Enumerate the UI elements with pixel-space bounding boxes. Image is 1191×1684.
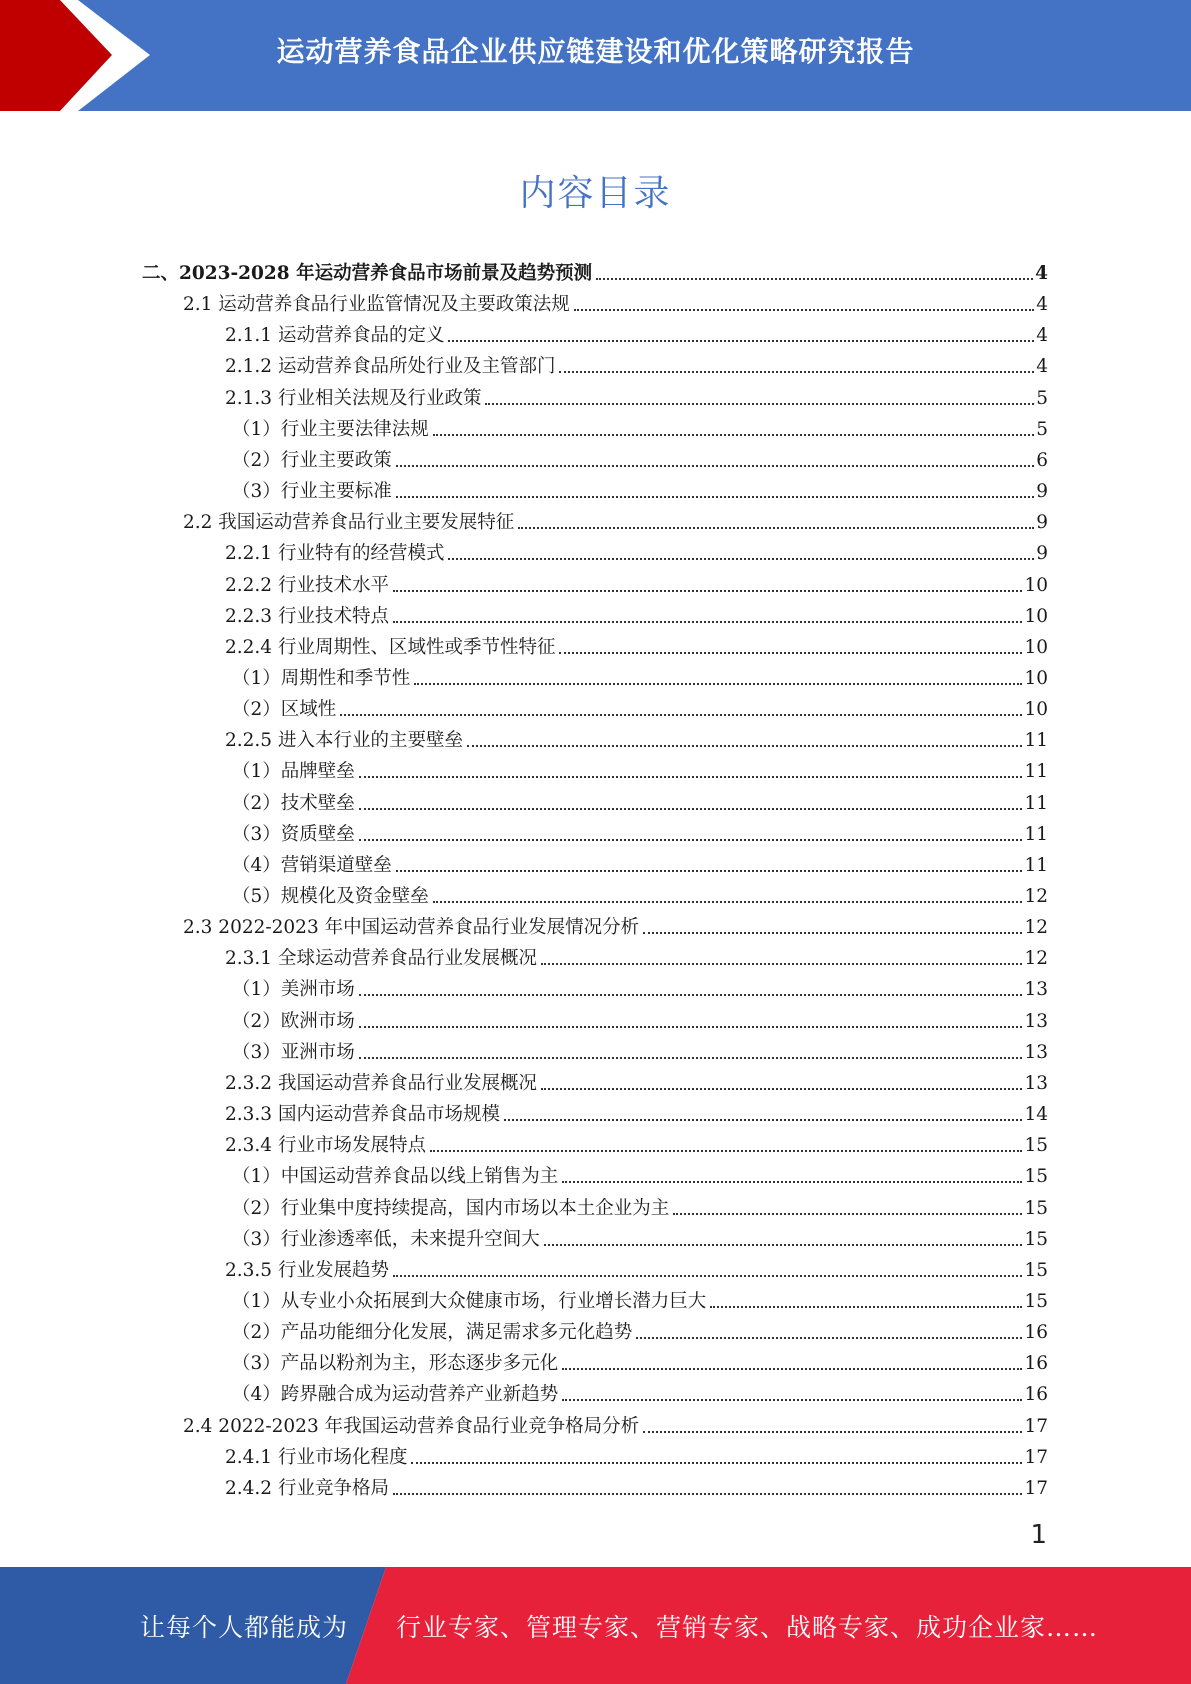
toc-entry[interactable] — [225, 597, 1048, 628]
toc-dot-leader — [393, 1275, 1022, 1277]
toc-dot-leader — [393, 1493, 1022, 1495]
toc-entry-page: 6 — [1036, 449, 1048, 471]
toc-dot-leader — [596, 278, 1033, 280]
toc-entry-label: （4）营销渠道壁垒 — [232, 854, 392, 876]
toc-entry-label: 2.2.2 行业技术水平 — [225, 574, 389, 596]
toc-dot-leader — [710, 1306, 1022, 1308]
toc-entry-page: 11 — [1024, 823, 1048, 845]
toc-dot-leader — [636, 1337, 1022, 1339]
toc-entry-page: 10 — [1024, 574, 1048, 596]
toc-dot-leader — [430, 1150, 1022, 1152]
toc-entry-page: 9 — [1036, 481, 1048, 503]
toc-entry-page: 4 — [1035, 263, 1048, 284]
toc-entry-label: （2）行业集中度持续提高，国内市场以本土企业为主 — [232, 1197, 670, 1219]
toc-entry-page: 13 — [1024, 1072, 1048, 1094]
toc-entry-page: 16 — [1024, 1353, 1048, 1375]
toc-dot-leader — [359, 839, 1023, 841]
toc-entry[interactable] — [232, 1033, 1048, 1064]
toc-entry[interactable] — [225, 347, 1048, 378]
toc-entry[interactable] — [183, 503, 1048, 534]
toc-entry[interactable] — [232, 1002, 1048, 1033]
toc-entry-label: 2.4.1 行业市场化程度 — [225, 1446, 408, 1468]
toc-entry[interactable] — [225, 1126, 1048, 1157]
toc-entry[interactable] — [225, 1064, 1048, 1095]
toc-entry[interactable] — [232, 970, 1048, 1001]
toc-entry-page: 13 — [1024, 1041, 1048, 1063]
toc-entry[interactable] — [225, 1095, 1048, 1126]
toc-dot-leader — [559, 371, 1034, 373]
toc-entry[interactable] — [183, 285, 1048, 316]
toc-entry-label: 2.3.3 国内运动营养食品市场规模 — [225, 1104, 500, 1126]
toc-entry-label: 2.1.3 行业相关法规及行业政策 — [225, 387, 482, 409]
toc-entry-page: 16 — [1024, 1384, 1048, 1406]
toc-dot-leader — [433, 901, 1023, 903]
toc-entry[interactable] — [232, 1375, 1048, 1406]
toc-dot-leader — [562, 1399, 1022, 1401]
toc-entry-label: （1）品牌壁垒 — [232, 761, 355, 783]
toc-entry-page: 4 — [1036, 294, 1048, 316]
toc-entry-label: （3）亚洲市场 — [232, 1041, 355, 1063]
toc-entry-label: （2）技术壁垒 — [232, 792, 355, 814]
toc-entry-page: 14 — [1024, 1104, 1048, 1126]
toc-dot-leader — [574, 309, 1034, 311]
toc-entry[interactable] — [232, 410, 1048, 441]
toc-entry-label: （3）行业渗透率低，未来提升空间大 — [232, 1228, 540, 1250]
toc-entry-page: 9 — [1036, 512, 1048, 534]
toc-entry-label: 二、2023-2028 年运动营养食品市场前景及趋势预测 — [142, 263, 593, 284]
toc-entry-page: 5 — [1036, 418, 1048, 440]
toc-entry-page: 11 — [1024, 730, 1048, 752]
toc-entry-page: 10 — [1024, 636, 1048, 658]
toc-entry[interactable] — [225, 1251, 1048, 1282]
toc-entry[interactable] — [183, 1407, 1048, 1438]
footer-slogan-right: 行业专家、管理专家、营销专家、战略专家、成功企业家…… — [396, 1612, 1099, 1642]
chevron-decoration-icon — [0, 0, 160, 111]
toc-dot-leader — [396, 870, 1023, 872]
footer-slogan-left: 让每个人都能成为 — [140, 1612, 349, 1642]
toc-dot-leader — [562, 1181, 1022, 1183]
toc-entry[interactable] — [225, 628, 1048, 659]
toc-entry-label: （1）美洲市场 — [232, 979, 355, 1001]
toc-entry[interactable] — [232, 441, 1048, 472]
toc-dot-leader — [504, 1119, 1022, 1121]
toc-entry[interactable] — [232, 846, 1048, 877]
toc-entry-label: 2.3.5 行业发展趋势 — [225, 1259, 389, 1281]
toc-dot-leader — [393, 621, 1022, 623]
toc-dot-leader — [562, 1368, 1022, 1370]
toc-dot-leader — [396, 465, 1034, 467]
toc-entry[interactable] — [232, 1189, 1048, 1220]
toc-entry-page: 12 — [1024, 917, 1048, 939]
footer-banner — [0, 1567, 1191, 1684]
toc-entry[interactable] — [232, 472, 1048, 503]
toc-dot-leader — [643, 1431, 1022, 1433]
toc-entry-page: 17 — [1024, 1415, 1048, 1437]
toc-entry-label: 2.2.3 行业技术特点 — [225, 605, 389, 627]
toc-entry-label: 2.3.4 行业市场发展特点 — [225, 1135, 426, 1157]
toc-entry[interactable] — [225, 1438, 1048, 1469]
toc-entry-label: 2.2.5 进入本行业的主要壁垒 — [225, 730, 463, 752]
toc-entry[interactable] — [232, 1282, 1048, 1313]
toc-entry-page: 4 — [1036, 325, 1048, 347]
toc-entry[interactable] — [183, 908, 1048, 939]
toc-entry-page: 13 — [1024, 979, 1048, 1001]
toc-entry-page: 16 — [1024, 1322, 1048, 1344]
toc-entry-label: 2.1.1 运动营养食品的定义 — [225, 325, 445, 347]
toc-dot-leader — [411, 1462, 1022, 1464]
toc-entry-page: 12 — [1024, 886, 1048, 907]
toc-entry[interactable] — [232, 784, 1048, 815]
toc-entry-label: （3）资质壁垒 — [232, 823, 355, 845]
toc-dot-leader — [541, 1088, 1022, 1090]
toc-entry-label: 2.4.2 行业竞争格局 — [225, 1477, 389, 1499]
toc-dot-leader — [359, 808, 1023, 810]
toc-entry-label: （2）行业主要政策 — [232, 449, 392, 471]
toc-entry-label: （5）规模化及资金壁垒 — [232, 886, 429, 907]
toc-entry-page: 17 — [1024, 1446, 1048, 1468]
toc-heading: 内容目录 — [519, 173, 672, 214]
toc-entry-label: 2.2.4 行业周期性、区域性或季节性特征 — [225, 636, 556, 658]
toc-dot-leader — [673, 1213, 1022, 1215]
toc-entry[interactable] — [142, 254, 1048, 285]
toc-entry-label: 2.4 2022-2023 年我国运动营养食品行业竞争格局分析 — [183, 1415, 640, 1437]
toc-entry-label: 2.2.1 行业特有的经营模式 — [225, 543, 445, 565]
toc-entry-label: （4）跨界融合成为运动营养产业新趋势 — [232, 1384, 559, 1406]
toc-entry-page: 10 — [1024, 605, 1048, 627]
toc-entry-page: 5 — [1036, 387, 1048, 409]
toc-entry-label: （3）产品以粉剂为主，形态逐步多元化 — [232, 1353, 559, 1375]
toc-entry[interactable] — [225, 1469, 1048, 1500]
toc-entry-label: （2）产品功能细分化发展，满足需求多元化趋势 — [232, 1322, 633, 1344]
toc-entry-page: 9 — [1036, 543, 1048, 565]
toc-entry-page: 4 — [1036, 356, 1048, 378]
toc-dot-leader — [448, 558, 1034, 560]
toc-entry[interactable] — [232, 1313, 1048, 1344]
toc-entry-label: （1）从专业小众拓展到大众健康市场，行业增长潜力巨大 — [232, 1290, 707, 1312]
toc-entry[interactable] — [232, 1220, 1048, 1251]
toc-entry-page: 10 — [1024, 699, 1048, 721]
toc-dot-leader — [433, 434, 1034, 436]
toc-dot-leader — [359, 1057, 1023, 1059]
toc-entry-page: 17 — [1024, 1477, 1048, 1499]
toc-dot-leader — [340, 714, 1022, 716]
toc-entry-label: （2）区域性 — [232, 699, 337, 721]
toc-entry[interactable] — [232, 690, 1048, 721]
toc-entry[interactable] — [225, 721, 1048, 752]
toc-dot-leader — [359, 1026, 1023, 1028]
toc-entry-label: 2.2 我国运动营养食品行业主要发展特征 — [183, 512, 515, 534]
toc-dot-leader — [414, 683, 1022, 685]
toc-entry-page: 12 — [1024, 948, 1048, 970]
toc-entry-page: 13 — [1024, 1010, 1048, 1032]
toc-entry[interactable] — [225, 939, 1048, 970]
toc-entry-label: （3）行业主要标准 — [232, 481, 392, 503]
toc-dot-leader — [541, 963, 1022, 965]
toc-dot-leader — [448, 340, 1034, 342]
toc-dot-leader — [359, 994, 1023, 996]
toc-entry[interactable] — [225, 566, 1048, 597]
toc-entry-label: （1）中国运动营养食品以线上销售为主 — [232, 1166, 559, 1188]
toc-dot-leader — [393, 590, 1022, 592]
toc-entry[interactable] — [232, 1344, 1048, 1375]
toc-entry[interactable] — [232, 877, 1048, 908]
toc-entry-label: （1）周期性和季节性 — [232, 667, 411, 689]
toc-dot-leader — [559, 652, 1022, 654]
toc-dot-leader — [544, 1244, 1023, 1246]
toc-entry[interactable] — [225, 316, 1048, 347]
toc-entry[interactable] — [232, 752, 1048, 783]
toc-entry-page: 15 — [1024, 1166, 1048, 1188]
toc-entry[interactable] — [225, 379, 1048, 410]
toc-entry-page: 11 — [1024, 792, 1048, 814]
toc-entry-label: 2.3.1 全球运动营养食品行业发展概况 — [225, 948, 537, 970]
header-banner — [0, 0, 1191, 111]
toc-dot-leader — [359, 776, 1023, 778]
toc-entry[interactable] — [232, 1157, 1048, 1188]
toc-dot-leader — [643, 932, 1022, 934]
toc-entry-label: 2.3 2022-2023 年中国运动营养食品行业发展情况分析 — [183, 917, 640, 939]
toc-entry[interactable] — [225, 534, 1048, 565]
toc-dot-leader — [467, 745, 1022, 747]
toc-entry-page: 15 — [1024, 1259, 1048, 1281]
toc-entry-label: 2.1.2 运动营养食品所处行业及主管部门 — [225, 356, 556, 378]
toc-entry-page: 10 — [1024, 667, 1048, 689]
toc-entry[interactable] — [232, 659, 1048, 690]
toc-dot-leader — [485, 403, 1034, 405]
toc-entry-label: 2.3.2 我国运动营养食品行业发展概况 — [225, 1072, 537, 1094]
report-title: 运动营养食品企业供应链建设和优化策略研究报告 — [276, 35, 915, 68]
toc-entry-page: 15 — [1024, 1290, 1048, 1312]
toc-entry-page: 15 — [1024, 1197, 1048, 1219]
page-number: 1 — [1030, 1520, 1047, 1550]
toc-entry-page: 11 — [1024, 854, 1048, 876]
toc-entry-label: 2.1 运动营养食品行业监管情况及主要政策法规 — [183, 294, 570, 316]
toc-entry[interactable] — [232, 815, 1048, 846]
toc-entry-page: 15 — [1024, 1228, 1048, 1250]
toc-entry-page: 15 — [1024, 1135, 1048, 1157]
toc-dot-leader — [518, 527, 1034, 529]
toc-dot-leader — [396, 496, 1034, 498]
toc-entry-label: （2）欧洲市场 — [232, 1010, 355, 1032]
toc-entry-label: （1）行业主要法律法规 — [232, 418, 429, 440]
toc-entry-page: 11 — [1024, 761, 1048, 783]
